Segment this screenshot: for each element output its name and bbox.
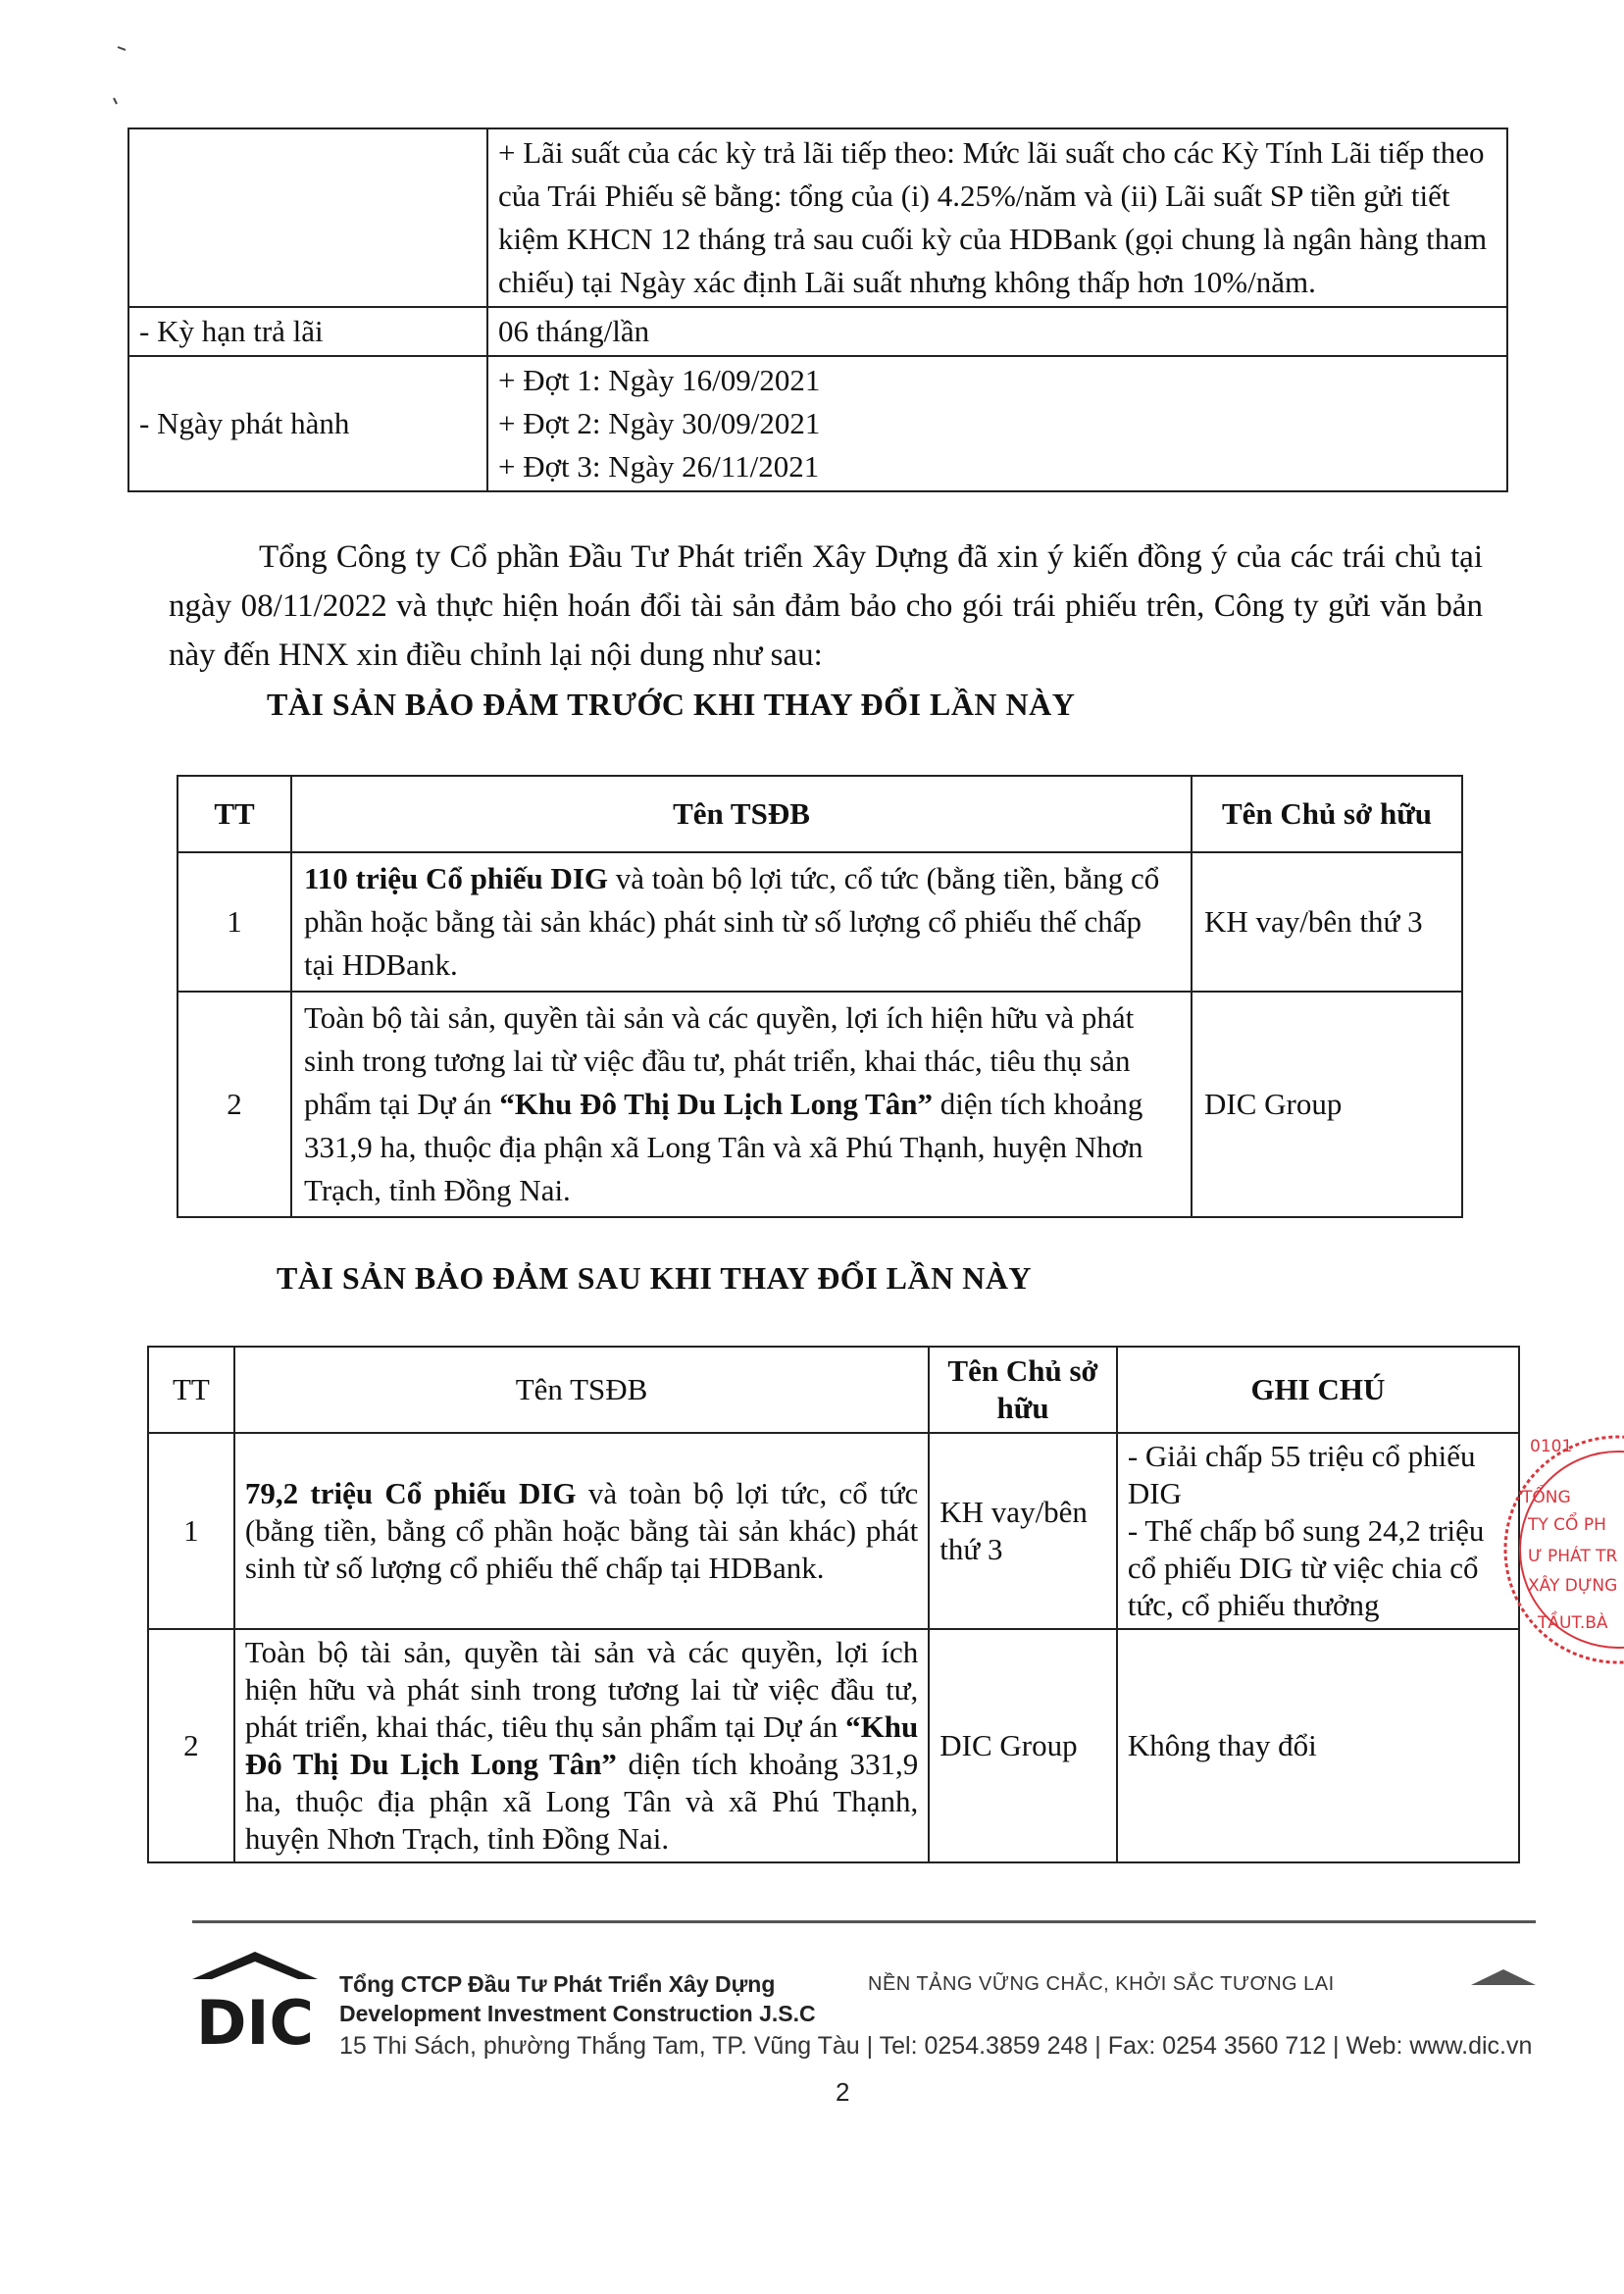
stamp-text: TỔNG bbox=[1522, 1488, 1571, 1507]
term-line: + Đợt 2: Ngày 30/09/2021 bbox=[498, 406, 821, 440]
cell-tt: 1 bbox=[178, 852, 291, 992]
note-line: - Thế chấp bổ sung 24,2 triệu cổ phiếu DIG từ việc chia cổ tức, cổ phiếu thưởng bbox=[1127, 1513, 1485, 1622]
asset-text: diện tích khoảng 331,9 ha, thuộc địa phận xã Long Tân và xã Phú Thạnh, huyện Nhơn Trạch, tỉnh Đồng Nai. bbox=[244, 1747, 919, 1856]
cell-owner: KH vay/bên thứ 3 bbox=[929, 1433, 1117, 1629]
asset-bold: 110 triệu Cổ phiếu DIG bbox=[304, 861, 609, 895]
header-owner: Tên Chủ sở hữu bbox=[929, 1347, 1117, 1433]
company-slogan: NỀN TẢNG VỮNG CHẮC, KHỞI SẮC TƯƠNG LAI bbox=[868, 1973, 1335, 1995]
header-note: GHI CHÚ bbox=[1117, 1347, 1519, 1433]
cell-asset bbox=[291, 852, 1192, 992]
footer-divider bbox=[192, 1920, 1536, 1923]
collateral-after-table bbox=[147, 1346, 1520, 1863]
asset-bold: “Khu Đô Thị Du Lịch Long Tân” bbox=[244, 1709, 919, 1781]
header-name: Tên TSĐB bbox=[234, 1347, 929, 1433]
stamp-text: TẦUT.BÀ bbox=[1538, 1613, 1608, 1633]
stamp-text: TY CỔ PH bbox=[1528, 1515, 1606, 1535]
header-tt: TT bbox=[148, 1347, 234, 1433]
term-label: - Ngày phát hành bbox=[128, 356, 487, 491]
header-owner: Tên Chủ sở hữu bbox=[1192, 776, 1462, 852]
dic-logo bbox=[192, 1952, 318, 2050]
term-label: - Kỳ hạn trả lãi bbox=[128, 307, 487, 356]
roof-icon bbox=[1471, 1967, 1536, 1987]
asset-pre: Toàn bộ tài sản, quyền tài sản và các quyền, lợi ích hiện hữu và phát sinh trong tương lai từ việc đầu tư, phát triển, khai thác, tiêu thụ sản phẩm tại Dự án bbox=[304, 1000, 1135, 1121]
cell-asset bbox=[234, 1629, 929, 1862]
stamp-text: XÂY DỰNG bbox=[1528, 1576, 1618, 1596]
term-label bbox=[128, 128, 487, 307]
heading-after: TÀI SẢN BẢO ĐẢM SAU KHI THAY ĐỔI LẦN NÀY bbox=[277, 1260, 1033, 1296]
company-stamp bbox=[1500, 1422, 1624, 1677]
company-name-en: Development Investment Construction J.S.C bbox=[339, 2001, 816, 2026]
intro-paragraph: Tổng Công ty Cổ phần Đầu Tư Phát triển Xây Dựng đã xin ý kiến đồng ý của các trái chủ tại ngày 08/11/2022 và thực hiện hoán đổi tài sản đảm bảo cho gói trái phiếu trên, Công ty gửi văn bản này đến HNX xin điều chỉnh lại nội dung như sau: bbox=[169, 539, 1483, 673]
cell-asset bbox=[234, 1433, 929, 1629]
logo-text: DIC bbox=[195, 1987, 315, 2050]
table-header-row bbox=[148, 1347, 1519, 1433]
term-value bbox=[487, 356, 1507, 491]
asset-bold: 79,2 triệu Cổ phiếu DIG bbox=[244, 1476, 577, 1510]
asset-pre: Toàn bộ tài sản, quyền tài sản và các quyền, lợi ích hiện hữu và phát sinh trong tương lai từ việc đầu tư, phát triển, khai thác, tiêu thụ sản phẩm tại Dự án bbox=[244, 1635, 919, 1744]
cell-owner: DIC Group bbox=[1192, 992, 1462, 1217]
header-name: Tên TSĐB bbox=[291, 776, 1192, 852]
term-line: + Lãi suất của các kỳ trả lãi tiếp theo: Mức lãi suất cho các Kỳ Tính Lãi tiếp theo của Trái Phiếu sẽ bằng: tổng của (i) 4.25%/năm và (ii) Lãi suất SP tiền gửi tiết kiệm KHCN 12 tháng trả sau cuối kỳ của HDBank (gọi chung là ngân hàng tham chiếu) tại Ngày xác định Lãi suất nhưng không thấp hơn 10%/năm. bbox=[498, 135, 1488, 299]
table-row bbox=[128, 128, 1507, 307]
term-value bbox=[487, 128, 1507, 307]
stamp-text: Ư PHÁT TR bbox=[1528, 1547, 1618, 1566]
cell-note: Không thay đổi bbox=[1117, 1629, 1519, 1862]
table-row bbox=[128, 307, 1507, 356]
cell-note bbox=[1117, 1433, 1519, 1629]
term-value: 06 tháng/lần bbox=[487, 307, 1507, 356]
stamp-text: 0101 bbox=[1530, 1437, 1573, 1456]
asset-bold: “Khu Đô Thị Du Lịch Long Tân” bbox=[499, 1087, 933, 1121]
asset-text: và toàn bộ lợi tức, cổ tức (bằng tiền, bằng cổ phần hoặc bằng tài sản khác) phát sinh từ số lượng cổ phiếu thế chấp tại HDBank. bbox=[244, 1476, 919, 1585]
cell-tt: 2 bbox=[148, 1629, 234, 1862]
cell-tt: 1 bbox=[148, 1433, 234, 1629]
collateral-before-table bbox=[177, 775, 1463, 1218]
table-row bbox=[178, 992, 1462, 1217]
table-row bbox=[178, 852, 1462, 992]
cell-owner: DIC Group bbox=[929, 1629, 1117, 1862]
cell-asset bbox=[291, 992, 1192, 1217]
company-name-vi: Tổng CTCP Đầu Tư Phát Triển Xây Dựng bbox=[339, 1971, 776, 1997]
scan-mark bbox=[108, 39, 137, 108]
term-line: + Đợt 3: Ngày 26/11/2021 bbox=[498, 449, 820, 484]
table-row bbox=[128, 356, 1507, 491]
note-line: - Giải chấp 55 triệu cổ phiếu DIG bbox=[1127, 1439, 1476, 1510]
cell-tt: 2 bbox=[178, 992, 291, 1217]
table-header-row bbox=[178, 776, 1462, 852]
term-line: + Đợt 1: Ngày 16/09/2021 bbox=[498, 363, 821, 397]
bond-terms-table bbox=[127, 127, 1508, 492]
company-contact: 15 Thi Sách, phường Thắng Tam, TP. Vũng Tàu | Tel: 0254.3859 248 | Fax: 0254 3560 712 | Web: www.dic.vn bbox=[339, 2032, 1533, 2060]
header-tt: TT bbox=[178, 776, 291, 852]
heading-before: TÀI SẢN BẢO ĐẢM TRƯỚC KHI THAY ĐỔI LẦN NÀY bbox=[267, 687, 1076, 722]
page-number: 2 bbox=[836, 2077, 850, 2107]
cell-owner: KH vay/bên thứ 3 bbox=[1192, 852, 1462, 992]
asset-text: và toàn bộ lợi tức, cổ tức (bằng tiền, bằng cổ phần hoặc bằng tài sản khác) phát sinh từ số lượng cổ phiếu thế chấp tại HDBank. bbox=[304, 861, 1160, 982]
asset-text: diện tích khoảng 331,9 ha, thuộc địa phận xã Long Tân và xã Phú Thạnh, huyện Nhơn Trạch, tỉnh Đồng Nai. bbox=[304, 1087, 1143, 1207]
table-row bbox=[148, 1629, 1519, 1862]
table-row bbox=[148, 1433, 1519, 1629]
